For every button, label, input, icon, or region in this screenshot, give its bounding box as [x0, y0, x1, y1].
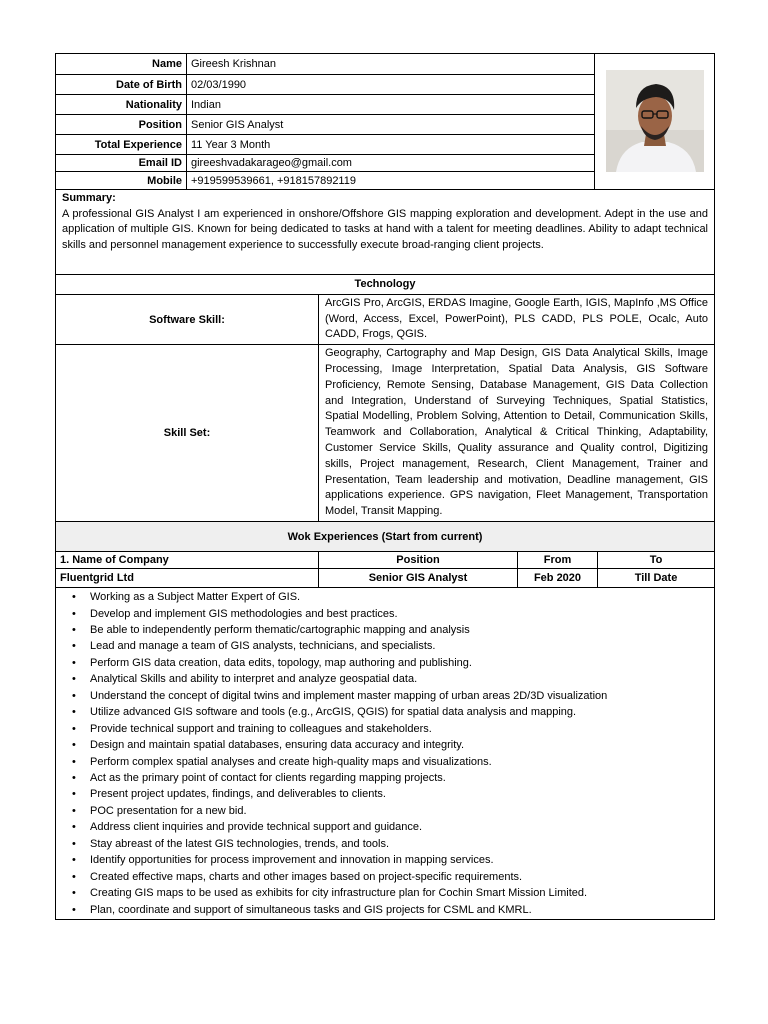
- to-header: To: [598, 552, 715, 569]
- personal-details-table: [55, 53, 715, 275]
- responsibilities-cell: [56, 588, 715, 920]
- email-value: gireeshvadakarageo@gmail.com: [187, 155, 595, 172]
- company-header: 1. Name of Company: [56, 552, 319, 569]
- dob-label: Date of Birth: [56, 75, 187, 95]
- list-item: • Be able to independently perform thematic/cartographic mapping and analysis: [90, 622, 710, 638]
- position-label: Position: [56, 115, 187, 135]
- resume-page: [55, 53, 714, 920]
- list-item: • Present project updates, findings, and deliverables to clients.: [90, 786, 710, 802]
- list-item: • Created effective maps, charts and other images based on project-specific requirements.: [90, 869, 710, 885]
- photo-cell: [595, 54, 715, 190]
- summary-heading: Summary:: [62, 192, 116, 204]
- job-to: Till Date: [598, 569, 715, 588]
- list-item: • Creating GIS maps to be used as exhibits for city infrastructure plan for Cochin Smart Mission Limited.: [90, 885, 710, 901]
- list-item: • Lead and manage a team of GIS analysts, technicians, and specialists.: [90, 638, 710, 654]
- summary-cell: [56, 190, 715, 275]
- name-label: Name: [56, 54, 187, 75]
- list-item: • Design and maintain spatial databases, ensuring data accuracy and integrity.: [90, 737, 710, 753]
- profile-photo: [606, 70, 704, 172]
- responsibilities-list: [60, 589, 710, 918]
- list-item: • POC presentation for a new bid.: [90, 803, 710, 819]
- name-value: Gireesh Krishnan: [187, 54, 595, 75]
- mobile-value: +919599539661, +918157892119: [187, 172, 595, 190]
- list-item: • Address client inquiries and provide technical support and guidance.: [90, 819, 710, 835]
- list-item: • Analytical Skills and ability to interpret and analyze geospatial data.: [90, 671, 710, 687]
- from-header: From: [518, 552, 598, 569]
- list-item: • Perform complex spatial analyses and create high-quality maps and visualizations.: [90, 754, 710, 770]
- experience-label: Total Experience: [56, 135, 187, 155]
- list-item: • Utilize advanced GIS software and tools (e.g., ArcGIS, QGIS) for spatial data analysis and mapping.: [90, 704, 710, 720]
- dob-value: 02/03/1990: [187, 75, 595, 95]
- list-item: • Understand the concept of digital twins and implement master mapping of urban areas 2D/3D visualization: [90, 688, 710, 704]
- list-item: • Identify opportunities for process improvement and innovation in mapping services.: [90, 852, 710, 868]
- list-item: • Perform GIS data creation, data edits, topology, map authoring and publishing.: [90, 655, 710, 671]
- software-skill-value: ArcGIS Pro, ArcGIS, ERDAS Imagine, Google Earth, IGIS, MapInfo ,MS Office (Word, Access, Excel, PowerPoint), PLS CADD, PLS POLE, Ocalc, Auto CADD, Frogs, QGIS.: [319, 294, 715, 344]
- email-label: Email ID: [56, 155, 187, 172]
- job-position: Senior GIS Analyst: [319, 569, 518, 588]
- mobile-label: Mobile: [56, 172, 187, 190]
- list-item: • Plan, coordinate and support of simultaneous tasks and GIS projects for CSML and KMRL.: [90, 902, 710, 918]
- work-experience-heading: Wok Experiences (Start from current): [56, 522, 715, 552]
- job-from: Feb 2020: [518, 569, 598, 588]
- summary-text: A professional GIS Analyst I am experienced in onshore/Offshore GIS mapping exploration and development. Adept in the use and application of multiple GIS. Known for being dedicated to tasks at hand with a talent for meeting deadlines. Ability to adapt technical skills and personnel management experience to successfully execute broad-ranging client projects.: [62, 207, 708, 252]
- skill-set-label: Skill Set:: [56, 345, 319, 522]
- list-item: • Develop and implement GIS methodologies and best practices.: [90, 606, 710, 622]
- list-item: • Stay abreast of the latest GIS technologies, trends, and tools.: [90, 836, 710, 852]
- list-item: • Provide technical support and training to colleagues and stakeholders.: [90, 721, 710, 737]
- work-experience-table: [55, 521, 715, 920]
- list-item: • Act as the primary point of contact for clients regarding mapping projects.: [90, 770, 710, 786]
- skill-set-value: Geography, Cartography and Map Design, GIS Data Analytical Skills, Image Processing, Image Interpretation, Spatial Data Analysis, GIS Software Proficiency, Remote Sensing, Database Management, GIS Data Collection and Integration, Understand of Surveying Techniques, Spatial Statistics, Spatial Modelling, Problem Solving, Attention to Detail, Communication Skills, Teamwork and Collaboration, Analytical & Critical Thinking, Adaptability, Customer Service Skills, Quality assurance and Quality control, Digitizing skills, Project management, Research, Client Management, Trainer and Presentation, Team leadership and motivation, Deadline management, GIS applications experience. GPS navigation, Fleet Management, Transportation Model, Transit Mapping.: [319, 345, 715, 522]
- technology-table: [55, 274, 715, 522]
- company-name: Fluentgrid Ltd: [56, 569, 319, 588]
- experience-value: 11 Year 3 Month: [187, 135, 595, 155]
- position-header: Position: [319, 552, 518, 569]
- technology-heading: Technology: [56, 274, 715, 294]
- list-item: • Working as a Subject Matter Expert of GIS.: [90, 589, 710, 605]
- nationality-value: Indian: [187, 95, 595, 115]
- position-value: Senior GIS Analyst: [187, 115, 595, 135]
- nationality-label: Nationality: [56, 95, 187, 115]
- software-skill-label: Software Skill:: [56, 294, 319, 344]
